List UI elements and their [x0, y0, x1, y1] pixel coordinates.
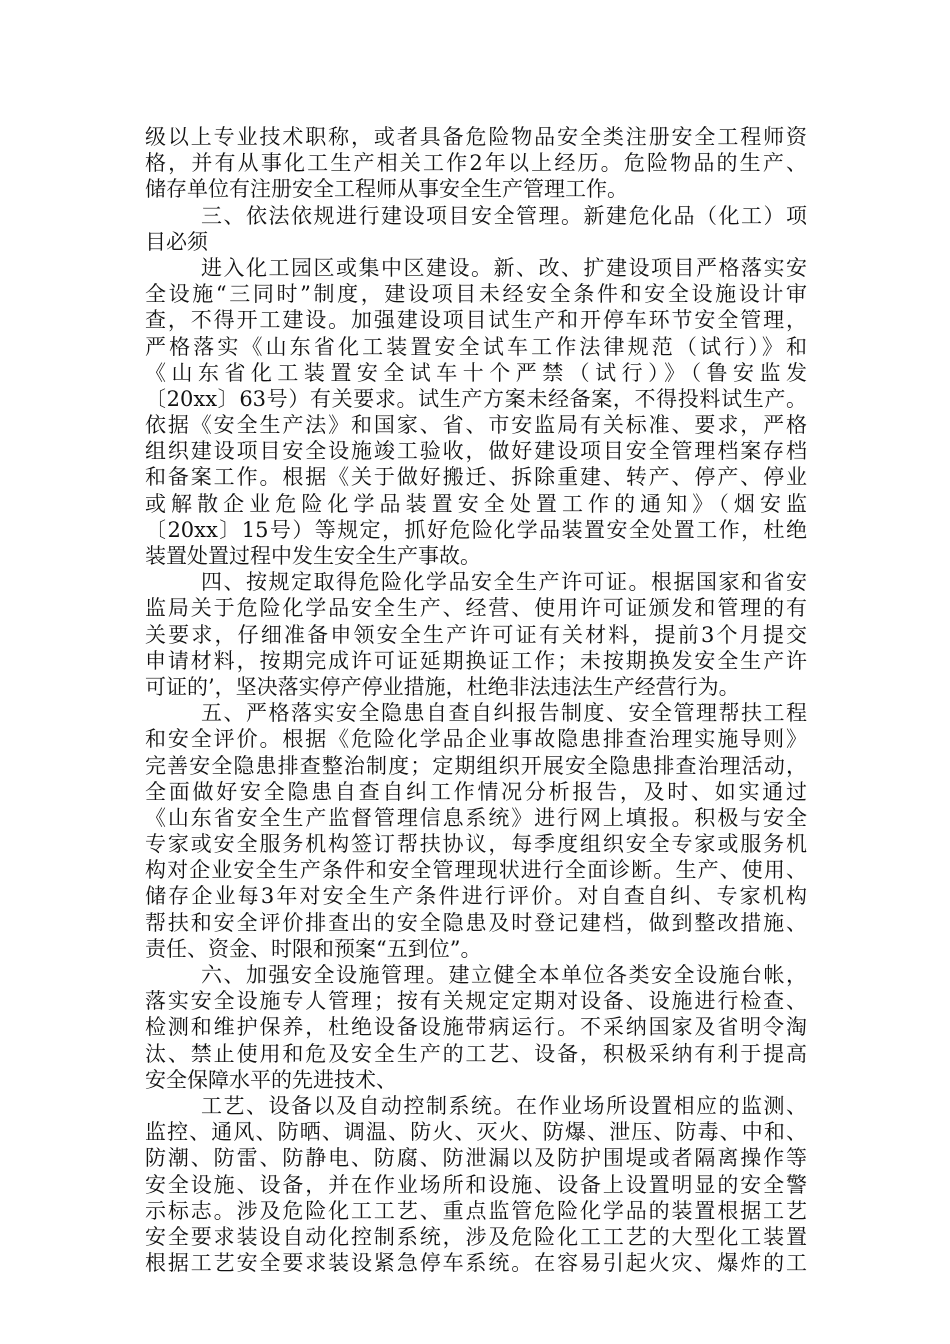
- text-line: 监控、通风、防晒、调温、防火、灭火、防爆、泄压、防毒、中和、: [145, 1120, 807, 1145]
- text-line: 帮扶和安全评价排查出的安全隐患及时登记建档，做到整改措施、: [145, 910, 807, 935]
- text-line: 和安全评价。根据《危险化学品企业事故隐患排查治理实施导则》: [145, 727, 807, 752]
- text-line: 查，不得开工建设。加强建设项目试生产和开停车环节安全管理，: [145, 308, 807, 333]
- document-body: [145, 124, 807, 1276]
- section-heading-6: 六、加强安全设施管理。建立健全本单位各类安全设施台帐，: [201, 963, 807, 987]
- text-line: 申请材料，按期完成许可证延期换证工作；未按期换发安全生产许: [145, 648, 807, 673]
- text-line: 汰、禁止使用和危及安全生产的工艺、设备，积极采纳有利于提高: [145, 1041, 807, 1066]
- text-line: 工艺、设备以及自动控制系统。在作业场所设置相应的监测、: [201, 1093, 807, 1118]
- text-line: 关要求，仔细准备申领安全生产许可证有关材料，提前3个月提交: [145, 622, 807, 647]
- text-line: 储存企业每3年对安全生产条件进行评价。对自查自纠、专家机构: [145, 884, 807, 909]
- section-heading-3: 三、依法依规进行建设项目安全管理。新建危化品（化工）项: [201, 203, 807, 228]
- text-line: 防潮、防雷、防静电、防腐、防泄漏以及防护围堤或者隔离操作等: [145, 1146, 807, 1171]
- text-line: 专家或安全服务机构签订帮扶协议，每季度组织安全专家或服务机: [145, 832, 807, 857]
- text-line: 〔20xx〕15号）等规定，抓好危险化学品装置安全处置工作，杜绝: [145, 517, 807, 542]
- text-line: 全面做好安全隐患自查自纠工作情况分析报告，及时、如实通过: [145, 779, 807, 804]
- text-line: 装置处置过程中发生安全生产事故。: [145, 544, 481, 568]
- text-line: 根据工艺安全要求装设紧急停车系统。在容易引起火灾、爆炸的工: [145, 1251, 807, 1276]
- section-heading-5: 五、严格落实安全隐患自查自纠报告制度、安全管理帮扶工程: [201, 701, 807, 726]
- text-line: 〔20xx〕63号）有关要求。试生产方案未经备案，不得投料试生产。: [145, 386, 807, 411]
- text-line: 和备案工作。根据《关于做好搬迁、拆除重建、转产、停产、停业: [145, 465, 807, 490]
- text-line: 格，并有从事化工生产相关工作2年以上经历。危险物品的生产、: [145, 151, 807, 176]
- text-line: 《山东省化工装置安全试车十个严禁（试行）》（鲁安监发: [145, 360, 807, 385]
- text-line: 落实安全设施专人管理；按有关规定定期对设备、设施进行检查、: [145, 989, 807, 1014]
- text-line: 安全要求装设自动化控制系统，涉及危险化工工艺的大型化工装置: [145, 1224, 807, 1249]
- text-line: 组织建设项目安全设施竣工验收，做好建设项目安全管理档案存档: [145, 439, 807, 464]
- text-line: 级以上专业技术职称，或者具备危险物品安全类注册安全工程师资: [145, 125, 807, 149]
- text-line: 安全设施、设备，并在作业场所和设施、设备上设置明显的安全警: [145, 1172, 807, 1197]
- text-line: 监局关于危险化学品安全生产、经营、使用许可证颁发和管理的有: [145, 596, 807, 621]
- text-line: 构对企业安全生产条件和安全管理现状进行全面诊断。生产、使用、: [145, 858, 807, 883]
- section-heading-4: 四、按规定取得危险化学品安全生产许可证。根据国家和省安: [201, 570, 807, 595]
- text-line: 储存单位有注册安全工程师从事安全生产管理工作。: [145, 177, 628, 202]
- text-line: 完善安全隐患排查整治制度；定期组织开展安全隐患排查治理活动，: [145, 753, 807, 778]
- text-line: 责任、资金、时限和预案“五到位”。: [145, 936, 482, 961]
- text-line: 《山东省安全生产监督管理信息系统》进行网上填报。积极与安全: [145, 805, 807, 830]
- text-line: 检测和维护保养，杜绝设备设施带病运行。不采纳国家及省明令淘: [145, 1015, 807, 1040]
- text-line: 示标志。涉及危险化工工艺、重点监管危险化学品的装置根据工艺: [145, 1198, 807, 1223]
- text-line: 严格落实《山东省化工装置安全试车工作法律规范（试行）》和: [145, 334, 807, 359]
- text-line: 目必须: [145, 229, 208, 254]
- text-line: 可证的’，坚决落实停产停业措施，杜绝非法违法生产经营行为。: [145, 674, 740, 699]
- text-line: 全设施“三同时”制度，建设项目未经安全条件和安全设施设计审: [145, 282, 807, 307]
- text-line: 依据《安全生产法》和国家、省、市安监局有关标准、要求，严格: [145, 413, 807, 438]
- text-line: 进入化工园区或集中区建设。新、改、扩建设项目严格落实安: [201, 255, 807, 280]
- text-line: 或解散企业危险化学品装置安全处置工作的通知》（烟安监: [145, 491, 807, 516]
- text-line: 安全保障水平的先进技术、: [145, 1067, 397, 1092]
